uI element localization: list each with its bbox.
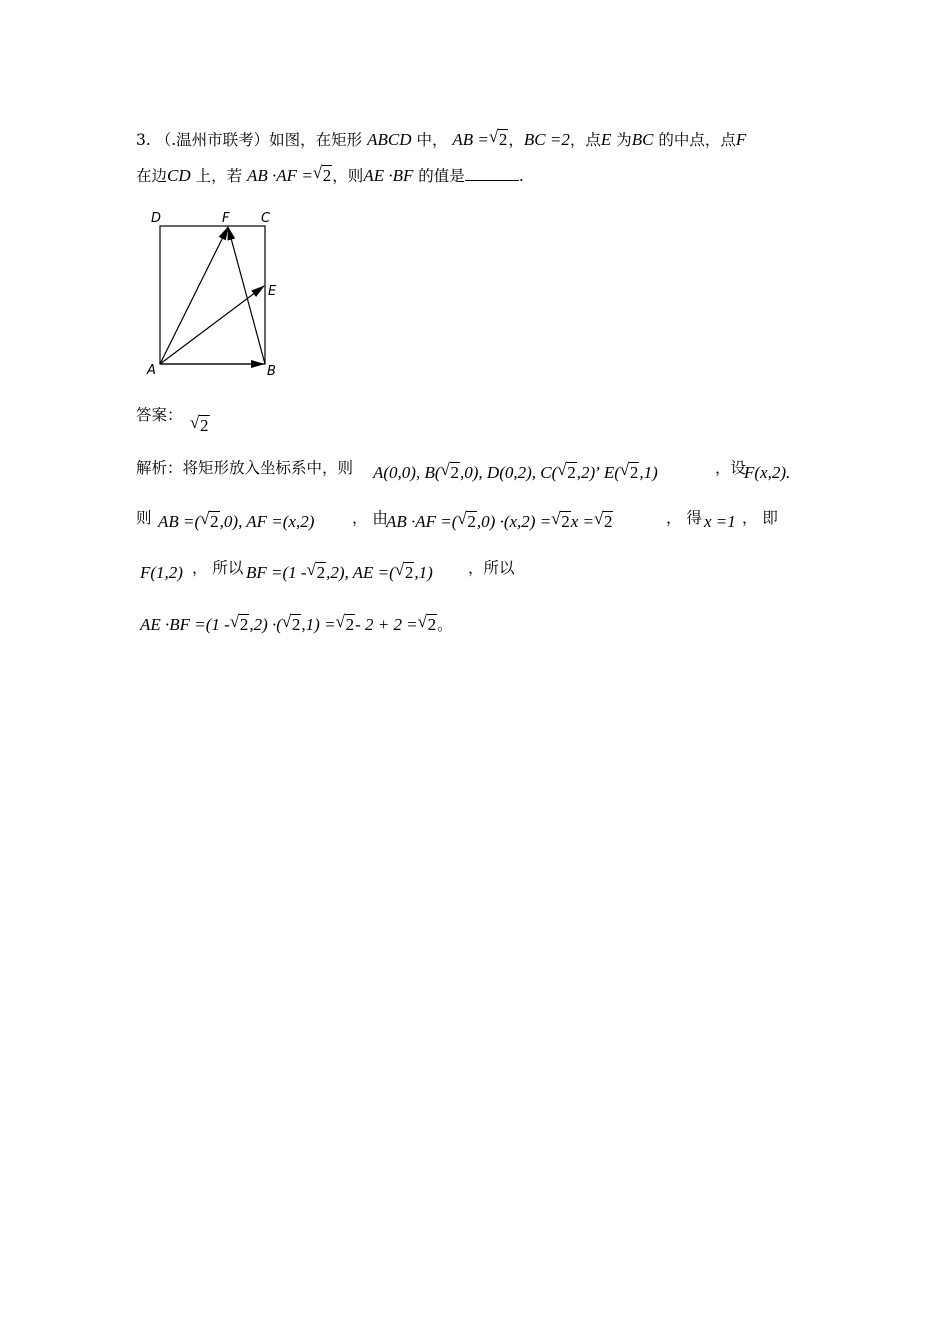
- solution-line-1: 解析：将矩形放入坐标系中，则: [136, 459, 354, 477]
- problem-line-1: 3. （.温州市联考）如图，在矩形 ABCD 中， AB = √ 2，BC =2，点E 为BC 的中点，点F: [136, 127, 747, 149]
- label-c: C: [261, 211, 271, 226]
- solution-line-3: F(1,2): [140, 563, 183, 582]
- answer-blank: [465, 168, 519, 181]
- rectangle-figure: [140, 200, 290, 385]
- label-e: E: [268, 284, 277, 299]
- label-b: B: [267, 364, 276, 379]
- solution-label: 解析：: [136, 459, 183, 477]
- label-f: F: [222, 211, 230, 226]
- label-d: D: [151, 211, 162, 226]
- answer-value: √ 2: [190, 413, 209, 435]
- solution-line-4: AE ·BF =(1 - √ 2,2) ·( √ 2,1) = √ 2- 2 + 2 = √ 2。: [140, 612, 453, 634]
- vector-ae: [160, 286, 264, 364]
- problem-number: 3.: [136, 131, 151, 149]
- rect-name: ABCD: [367, 130, 412, 149]
- rectangle-abcd: [160, 226, 265, 364]
- solution-line-2: 则: [136, 509, 152, 527]
- problem-line-2: 在边CD 上，若 AB ·AF = √ 2，则AE ·BF 的值是 .: [136, 163, 524, 185]
- solution-coords: A(0,0), B( √ 2,0), D(0,2), C( √ 2,2)’ E( √ 2,1): [373, 460, 658, 482]
- answer-label: 答案：: [136, 406, 183, 424]
- problem-source: （.温州市联考）: [155, 131, 270, 149]
- label-a: A: [147, 363, 156, 378]
- vector-bf: [228, 227, 265, 364]
- vector-af: [160, 227, 228, 364]
